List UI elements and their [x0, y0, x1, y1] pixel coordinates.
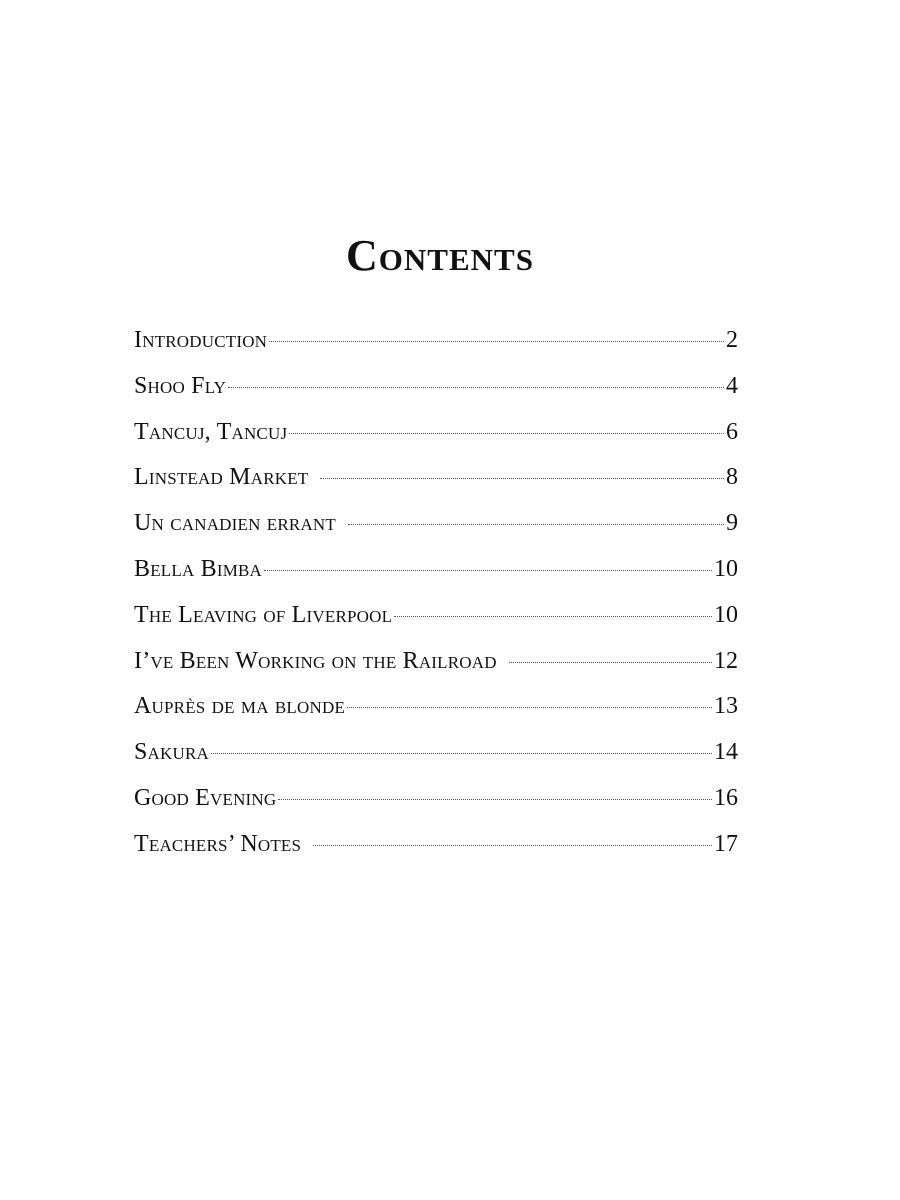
- toc-entry-aupres-de-ma-blonde: [134, 689, 738, 735]
- toc-entry-title: Un canadien errant: [134, 510, 336, 537]
- toc-entry-page: 10: [714, 555, 738, 582]
- toc-entry-linstead-market: [134, 460, 738, 506]
- table-of-contents: [134, 323, 738, 873]
- toc-entry-bella-bimba: [134, 552, 738, 598]
- dot-leader: [289, 433, 724, 434]
- toc-entry-title: Teachers’ Notes: [134, 830, 302, 857]
- toc-entry-title: I’ve Been Working on the Railroad: [134, 647, 497, 674]
- toc-entry-page: 12: [714, 647, 738, 674]
- toc-entry-tancuj-tancuj: [134, 415, 738, 461]
- toc-entry-title: Bella Bimba: [134, 555, 263, 582]
- toc-entry-page: 9: [726, 510, 738, 537]
- toc-entry-title: Tancuj, Tancuj: [134, 418, 288, 445]
- dot-leader: [269, 341, 724, 342]
- dot-leader: [347, 707, 712, 708]
- toc-entry-page: 6: [726, 418, 738, 445]
- toc-entry-good-evening: [134, 781, 738, 827]
- dot-leader: [509, 662, 712, 663]
- toc-entry-un-canadien-errant: [134, 506, 738, 552]
- toc-entry-leaving-of-liverpool: [134, 598, 738, 644]
- toc-entry-title: Linstead Market: [134, 464, 309, 491]
- toc-entry-page: 13: [714, 693, 738, 720]
- toc-entry-page: 16: [714, 784, 738, 811]
- dot-leader: [278, 799, 712, 800]
- toc-entry-page: 2: [726, 327, 738, 353]
- toc-entry-page: 8: [726, 464, 738, 491]
- dot-leader: [348, 524, 724, 525]
- toc-entry-working-on-the-railroad: [134, 644, 738, 690]
- toc-entry-page: 17: [714, 830, 738, 857]
- page-title: Contents: [346, 231, 534, 280]
- toc-entry-shoo-fly: [134, 369, 738, 415]
- toc-entry-title: Introduction: [134, 327, 268, 353]
- toc-entry-title: Sakura: [134, 739, 209, 766]
- toc-entry-title: Shoo Fly: [134, 372, 227, 399]
- dot-leader: [211, 753, 712, 754]
- toc-entry-title: The Leaving of Liverpool: [134, 601, 393, 628]
- toc-entry-page: 10: [714, 601, 738, 628]
- toc-entry-teachers-notes: [134, 827, 738, 873]
- toc-entry-page: 4: [726, 372, 738, 399]
- toc-entry-introduction: [134, 323, 738, 369]
- dot-leader: [228, 387, 724, 388]
- dot-leader: [313, 845, 712, 846]
- dot-leader: [320, 478, 724, 479]
- toc-entry-title: Auprès de ma blonde: [134, 693, 346, 720]
- dot-leader: [394, 616, 712, 617]
- toc-entry-page: 14: [714, 739, 738, 766]
- dot-leader: [264, 570, 712, 571]
- toc-entry-sakura: [134, 735, 738, 781]
- toc-entry-title: Good Evening: [134, 784, 277, 811]
